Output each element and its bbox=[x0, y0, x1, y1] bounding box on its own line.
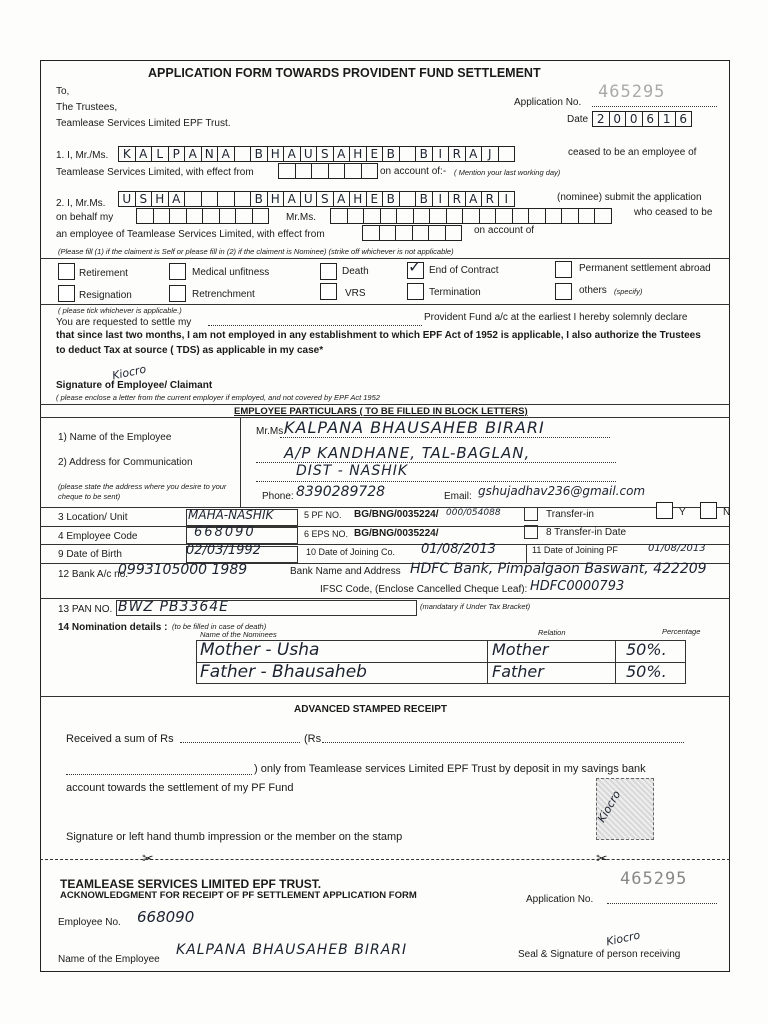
vrs-label: VRS bbox=[345, 288, 366, 299]
nominee-1-percentage: 50%. bbox=[626, 640, 667, 659]
divider bbox=[40, 526, 730, 527]
scissors-right-icon: ✂ bbox=[596, 850, 608, 866]
seal-signature-label: Seal & Signature of person receiving bbox=[518, 949, 681, 960]
form-title: APPLICATION FORM TOWARDS PROVIDENT FUND SETTLEMENT bbox=[148, 66, 541, 80]
employee-of-label: an employee of Teamlease Services Limited, with effect from bbox=[56, 229, 325, 240]
address-label: 2) Address for Communication bbox=[58, 457, 193, 468]
vrs-checkbox[interactable] bbox=[320, 283, 337, 300]
nominees-header: Name of the Nominees bbox=[200, 630, 277, 639]
employee-code-label: 4 Employee Code bbox=[58, 531, 138, 542]
tick-mark: ✓ bbox=[408, 257, 422, 276]
who-ceased-label: who ceased to be bbox=[634, 207, 713, 218]
pan-note: (mandatary if Under Tax Bracket) bbox=[420, 602, 531, 611]
divider bbox=[40, 544, 730, 545]
nominee-1-relation: Mother bbox=[492, 640, 549, 659]
ack-trust-name: TEAMLEASE SERVICES LIMITED EPF TRUST. bbox=[60, 877, 322, 891]
bank-ac-value: 0993105000 1989 bbox=[118, 562, 248, 578]
divider bbox=[487, 640, 488, 684]
on-account-label-2: on account of bbox=[474, 225, 535, 236]
death-checkbox[interactable] bbox=[320, 263, 337, 280]
doj-pf-label: 11 Date of Joining PF bbox=[532, 545, 618, 555]
pan-label: 13 PAN NO. bbox=[58, 604, 113, 615]
phone-value: 8390289728 bbox=[296, 484, 386, 500]
date-boxes[interactable]: 2 0 0 6 1 6 bbox=[592, 111, 691, 127]
ack-application-no-label: Application No. bbox=[526, 894, 594, 905]
trustees-label: The Trustees, bbox=[56, 102, 118, 113]
pan-value: BWZ PB3364E bbox=[118, 599, 230, 615]
declaration-line-3: to deduct Tax at source ( TDS) as applicable in my case* bbox=[56, 345, 324, 356]
retirement-checkbox[interactable] bbox=[58, 263, 75, 280]
bank-name-value: HDFC Bank, Pimpalgaon Baswant, 422209 bbox=[410, 561, 707, 577]
received-sum: Received a sum of Rs bbox=[66, 733, 174, 745]
application-no-faint: 465295 bbox=[598, 82, 666, 102]
amount-words-line bbox=[66, 774, 252, 775]
bank-name-label: Bank Name and Address bbox=[290, 566, 401, 577]
rs-paren: (Rs bbox=[304, 733, 322, 745]
transfer-in-date-checkbox[interactable] bbox=[524, 525, 538, 539]
signature-thumb-text: Signature or left hand thumb impression or the member on the stamp bbox=[66, 831, 403, 843]
death-label: Death bbox=[342, 266, 369, 277]
behalf-boxes-2[interactable] bbox=[330, 208, 611, 224]
behalf-label: on behalf my bbox=[56, 212, 114, 223]
settle-line bbox=[208, 325, 422, 326]
mr-ms-label: Mr.Ms. bbox=[286, 212, 316, 223]
tick-note: ( please tick whichever is applicable.) bbox=[58, 306, 182, 315]
ifsc-value: HDFC0000793 bbox=[530, 579, 625, 594]
stamp-signature-mark: Kiocro bbox=[594, 788, 624, 825]
dob-value: 02/03/1992 bbox=[186, 543, 261, 558]
working-day-note: ( Mention your last working day) bbox=[454, 168, 561, 177]
divider bbox=[40, 304, 730, 305]
medical-label: Medical unfitness bbox=[192, 267, 270, 278]
email-value: gshujadhav236@gmail.com bbox=[478, 484, 646, 498]
line1-date-boxes[interactable] bbox=[278, 163, 377, 179]
location-label: 3 Location/ Unit bbox=[58, 512, 128, 523]
name-line bbox=[280, 437, 610, 438]
eps-no-label: 6 EPS NO. bbox=[304, 529, 349, 539]
address-line bbox=[256, 481, 616, 482]
claimant-signature-mark: Kiocro bbox=[111, 362, 148, 383]
line2-name-boxes[interactable]: U S H A B H A U S A H E B B I R A R I bbox=[118, 191, 514, 207]
signature-claimant: Signature of Employee/ Claimant bbox=[56, 380, 213, 391]
sum-line bbox=[180, 742, 300, 743]
settle-text-2: Provident Fund a/c at the earliest I hereby solemnly declare bbox=[424, 312, 688, 323]
divider bbox=[615, 640, 616, 684]
scissors-left-icon: ✂ bbox=[142, 850, 154, 866]
transfer-in-checkbox[interactable] bbox=[524, 507, 538, 521]
address-line-1: A/P KANDHANE, TAL-BAGLAN, bbox=[284, 444, 531, 462]
others-checkbox[interactable] bbox=[555, 283, 572, 300]
divider bbox=[240, 417, 241, 507]
resignation-label: Resignation bbox=[79, 290, 132, 301]
ack-employee-name-value: KALPANA BHAUSAHEB BIRARI bbox=[176, 942, 408, 958]
ifsc-label: IFSC Code, (Enclose Cancelled Cheque Leaf): bbox=[320, 584, 528, 595]
to-label: To, bbox=[56, 86, 70, 97]
relation-header: Relation bbox=[538, 628, 566, 637]
termination-label: Termination bbox=[429, 287, 481, 298]
settle-text: You are requested to settle my bbox=[56, 317, 192, 328]
medical-checkbox[interactable] bbox=[169, 263, 186, 280]
employee-name-value: KALPANA BHAUSAHEB BIRARI bbox=[284, 418, 545, 437]
divider bbox=[40, 258, 730, 259]
ceased-label: ceased to be an employee of bbox=[568, 147, 697, 158]
receipt-heading: ADVANCED STAMPED RECEIPT bbox=[294, 704, 447, 715]
permanent-settlement-checkbox[interactable] bbox=[555, 261, 572, 278]
permanent-settlement-label: Permanent settlement abroad bbox=[579, 263, 711, 274]
fill-note: (Please fill (1) if the claiment is Self or please fill in (2) if the claiment is Nominee) (strike off whichever is not applicable) bbox=[58, 247, 454, 256]
trust-name: Teamlease Services Limited EPF Trust. bbox=[56, 118, 231, 129]
others-label: others bbox=[579, 285, 607, 296]
nominee-2-name: Father - Bhausaheb bbox=[200, 662, 367, 682]
nomination-note: (to be filled in case of death) bbox=[172, 622, 267, 631]
pf-no-value: BG/BNG/0035224/ bbox=[354, 509, 439, 520]
transfer-no-checkbox[interactable] bbox=[700, 502, 717, 519]
transfer-yes-checkbox[interactable] bbox=[656, 502, 673, 519]
nominee-1-name: Mother - Usha bbox=[200, 640, 320, 660]
resignation-checkbox[interactable] bbox=[58, 285, 75, 302]
retrenchment-checkbox[interactable] bbox=[169, 285, 186, 302]
end-of-contract-label: End of Contract bbox=[429, 265, 499, 276]
address-note: (please state the address where you desire to your cheque to be sent) bbox=[58, 482, 227, 501]
email-label: Email: bbox=[444, 491, 472, 502]
pf-no-label: 5 PF NO. bbox=[304, 510, 342, 520]
eps-no-value: BG/BNG/0035224/ bbox=[354, 528, 439, 539]
divider bbox=[40, 507, 730, 508]
pan-box[interactable] bbox=[116, 600, 417, 616]
retrenchment-label: Retrenchment bbox=[192, 289, 255, 300]
declaration-line-2: that since last two months, I am not employed in any establishment to which EPF Act of 1952 is applicable, I also authorize the Trustees bbox=[56, 330, 701, 341]
bank-ac-label: 12 Bank A/c no. bbox=[58, 569, 129, 580]
pf-no-suffix: 000/054088 bbox=[446, 508, 501, 518]
transfer-no-label: N bbox=[723, 507, 731, 518]
line2-date-boxes[interactable] bbox=[362, 225, 461, 241]
receipt-text-2: account towards the settlement of my PF Fund bbox=[66, 782, 294, 794]
mr-ms-prefix: Mr.Ms. bbox=[256, 426, 286, 437]
dob-label: 9 Date of Birth bbox=[58, 549, 122, 560]
words-line bbox=[322, 742, 684, 743]
location-value: MAHA-NASHIK bbox=[188, 508, 274, 522]
nominee-label: (nominee) submit the application bbox=[557, 192, 702, 203]
ack-title: ACKNOWLEDGMENT FOR RECEIPT OF PF SETTLEMENT APPLICATION FORM bbox=[60, 890, 417, 901]
nominee-2-percentage: 50%. bbox=[626, 662, 667, 681]
on-account-label: on account of:- bbox=[380, 166, 447, 177]
ack-employee-name-label: Name of the Employee bbox=[58, 954, 160, 965]
doj-pf-value: 01/08/2013 bbox=[648, 543, 706, 554]
transfer-yes-label: Y bbox=[679, 507, 686, 518]
receipt-text-1: ) only from Teamlease services Limited EPF Trust by deposit in my savings bank bbox=[254, 763, 646, 775]
percentage-header: Percentage bbox=[662, 627, 701, 636]
phone-label: Phone: bbox=[262, 491, 294, 502]
behalf-boxes-1[interactable] bbox=[136, 208, 268, 224]
application-no-line bbox=[592, 106, 717, 107]
address-line-2: DIST - NASHIK bbox=[296, 463, 409, 479]
name-of-employee-label: 1) Name of the Employee bbox=[58, 432, 172, 443]
transfer-in-label: Transfer-in bbox=[546, 509, 594, 520]
doj-co-value: 01/08/2013 bbox=[421, 542, 496, 557]
others-specify: (specify) bbox=[614, 287, 643, 296]
ack-application-line bbox=[607, 903, 717, 904]
retirement-label: Retirement bbox=[79, 268, 128, 279]
line1-name-boxes[interactable]: K A L P A N A B H A U S A H E B B I R A J bbox=[118, 146, 514, 162]
ack-employee-no-value: 668090 bbox=[137, 908, 195, 926]
nominee-2-relation: Father bbox=[492, 662, 544, 681]
doj-co-label: 10 Date of Joining Co. bbox=[306, 547, 396, 557]
line1-prefix: 1. I, Mr./Ms. bbox=[56, 150, 109, 161]
divider bbox=[40, 404, 730, 405]
enclose-note: ( please enclose a letter from the current employer if employed, and not covered by EPF Act 1952 bbox=[56, 393, 380, 402]
particulars-heading: EMPLOYEE PARTICULARS ( TO BE FILLED IN BLOCK LETTERS) bbox=[234, 406, 528, 417]
line2-prefix: 2. I, Mr.Ms. bbox=[56, 198, 106, 209]
termination-checkbox[interactable] bbox=[407, 283, 424, 300]
divider bbox=[40, 696, 730, 697]
application-no-label: Application No. bbox=[514, 97, 582, 108]
ack-application-no-printed: 465295 bbox=[620, 869, 688, 889]
ack-employee-no-label: Employee No. bbox=[58, 917, 121, 928]
seal-signature-mark: Kiocro bbox=[605, 928, 642, 949]
employee-code-value: 668090 bbox=[194, 525, 256, 540]
transfer-in-date-label: 8 Transfer-in Date bbox=[546, 527, 627, 538]
line1-effect: Teamlease Services Limited, with effect from bbox=[56, 167, 254, 178]
date-label: Date bbox=[567, 114, 589, 125]
nomination-label: 14 Nomination details : bbox=[58, 622, 168, 633]
